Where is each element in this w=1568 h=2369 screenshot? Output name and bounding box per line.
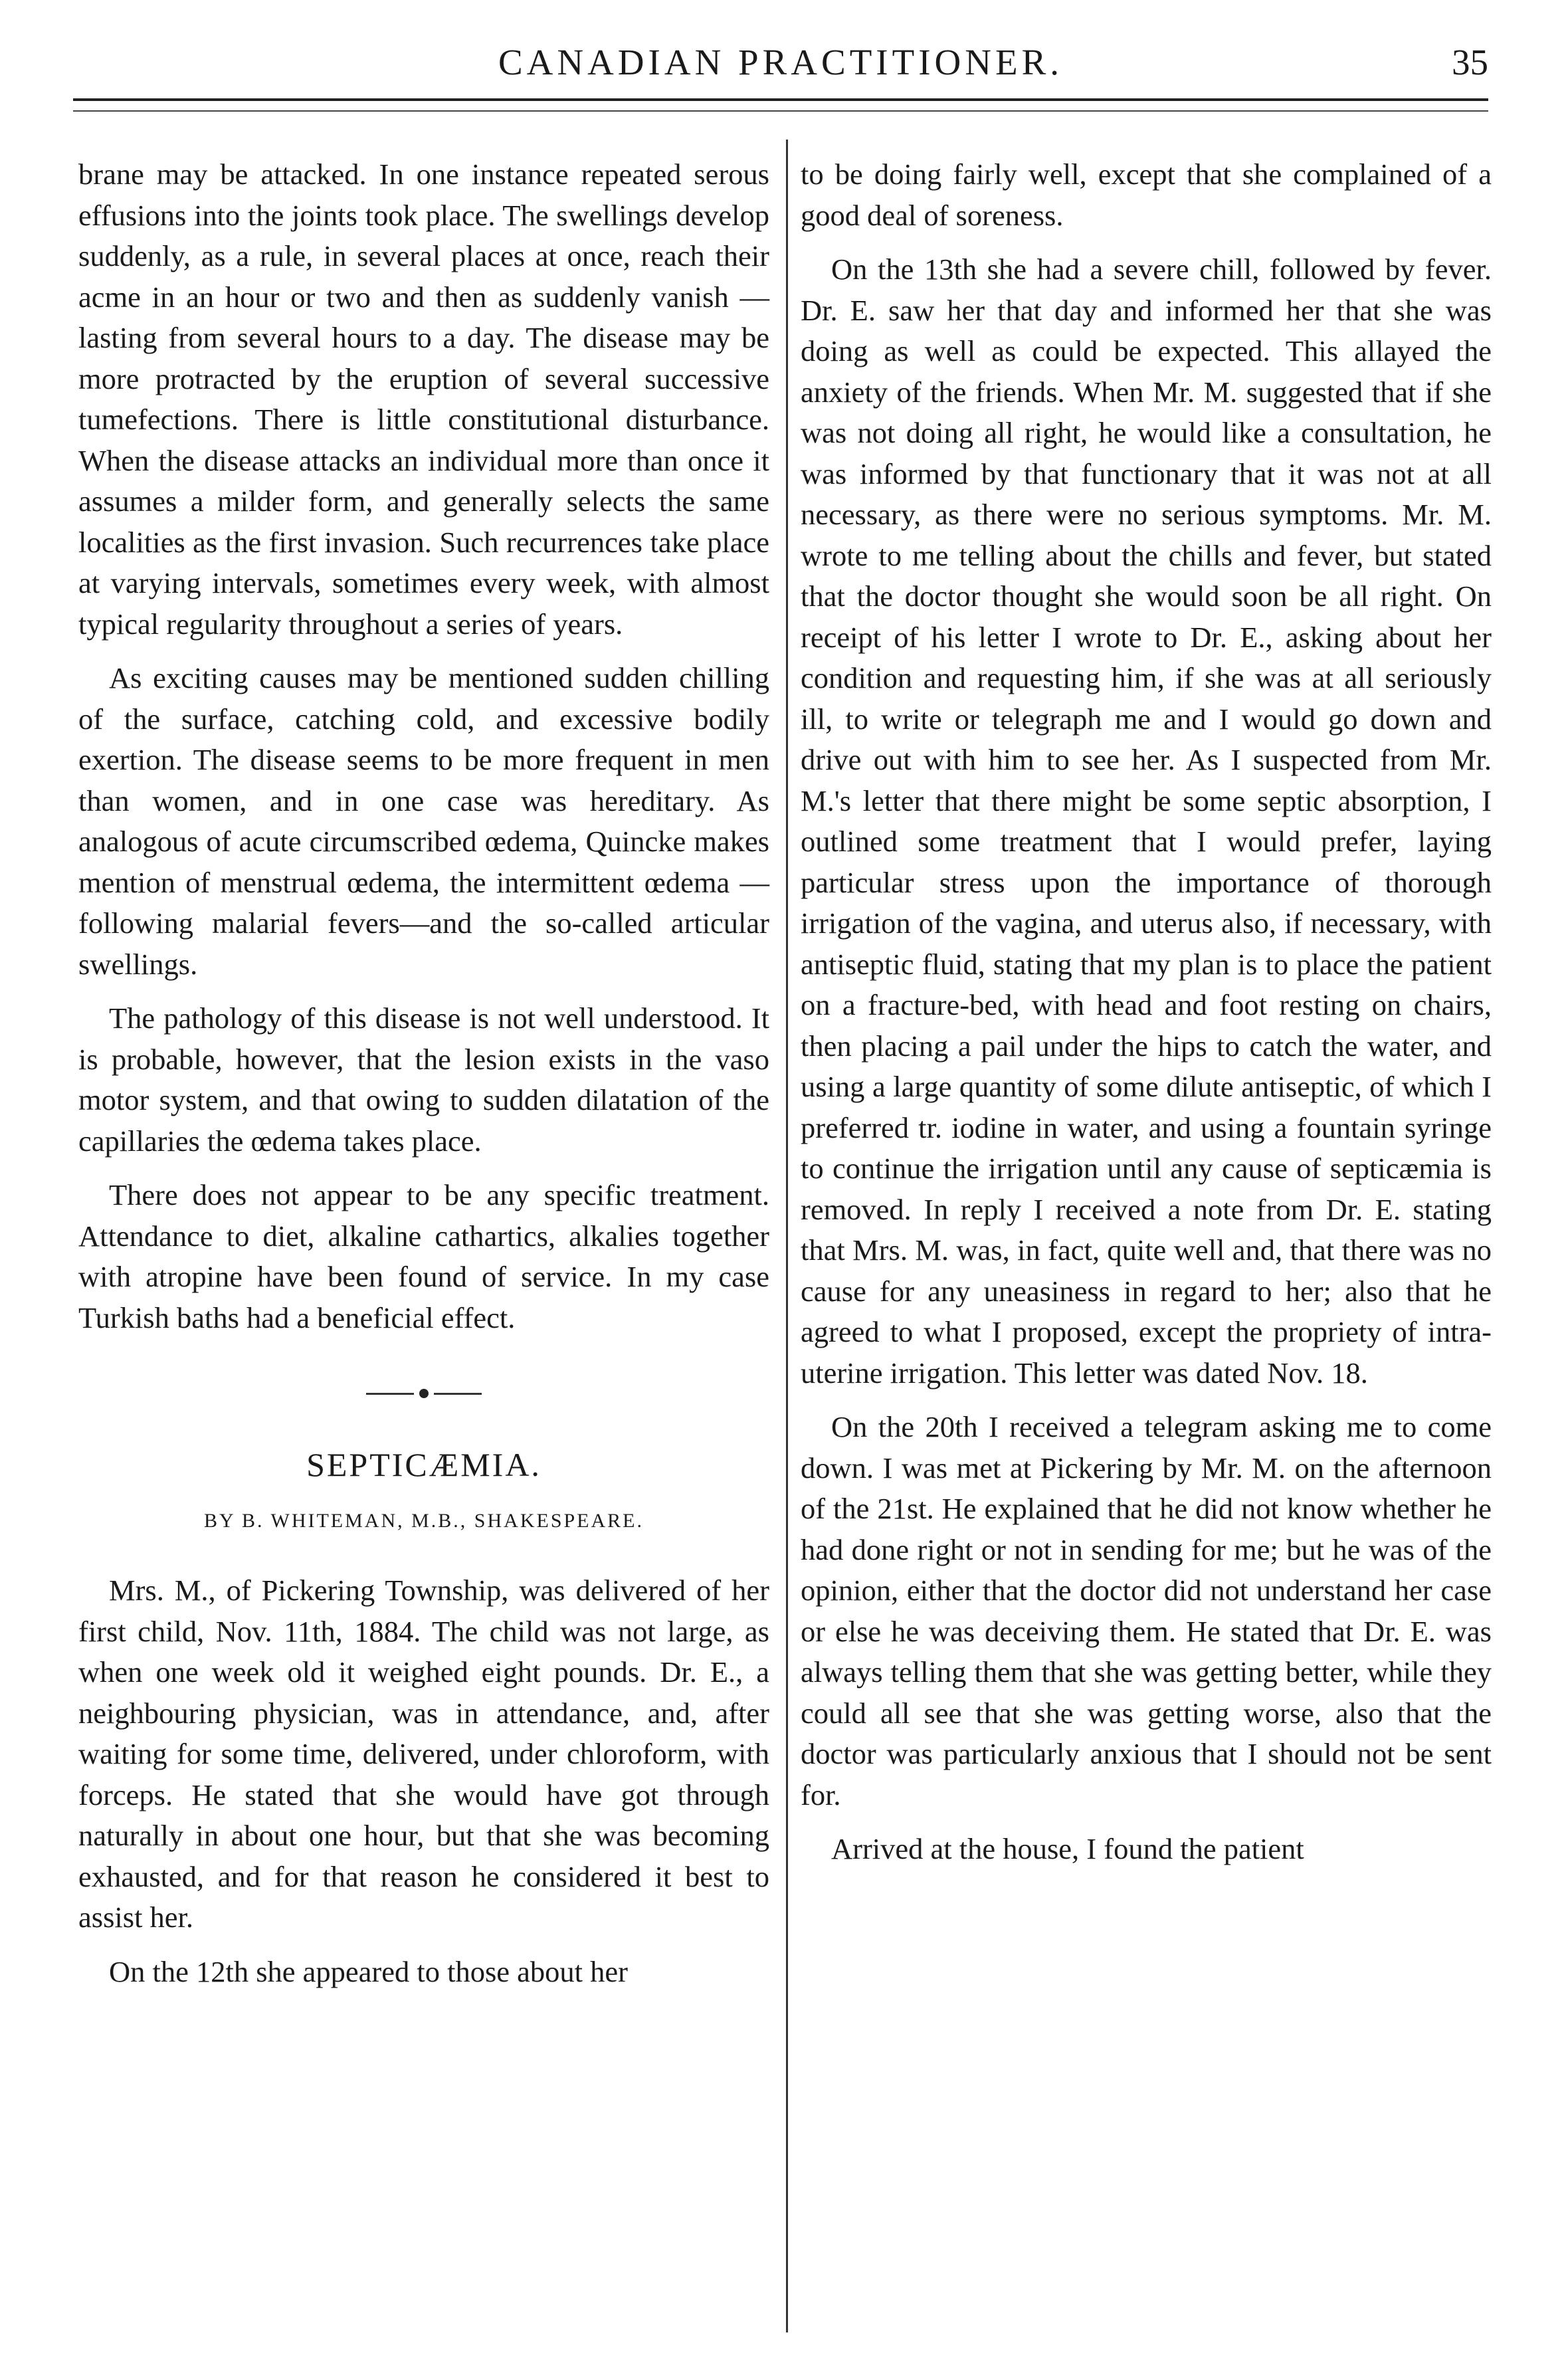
column-divider [786,140,788,2332]
left-column [78,154,769,2006]
paragraph: On the 13th she had a severe chill, followed by fever. Dr. E. saw her that day and informed her that she was doing as well as could be expected. This allayed the anxiety of the friends. When Mr. M. suggested that if she was not doing all right, he would like a consultation, he was informed by that functionary that it was not at all necessary, as there were no serious symptoms. Mr. M. wrote to me telling about the chills and fever, but stated that the doctor thought she would soon be all right. On receipt of his letter I wrote to Dr. E., asking about her condition and requesting him, if she was at all seriously ill, to write or telegraph me and I would go down and drive out with him to see her. As I suspected from Mr. M.'s letter that there might be some septic absorption, I outlined some treatment that I would prefer, laying particular stress upon the importance of thorough irrigation of the vagina, and uterus also, if necessary, with antiseptic fluid, stating that my plan is to place the patient on a fracture-bed, with head and foot resting on chairs, then placing a pail under the hips to catch the water, and using a large quantity of some dilute antiseptic, of which I preferred tr. iodine in water, and using a fountain syringe to continue the irrigation until any cause of septicæmia is removed. In reply I received a note from Dr. E. stating that Mrs. M. was, in fact, quite well and, that there was no cause for any uneasiness in regard to her; also that he agreed to what I proposed, except the propriety of intra-uterine irrigation. This letter was dated Nov. 18. [801,253,1492,1390]
paragraph: Mrs. M., of Pickering Township, was delivered of her first child, Nov. 11th, 1884. The child was not large, as when one week old it weighed eight pounds. Dr. E., a neighbouring physician, was in attendance, and, after waiting for some time, delivered, under chloroform, with forceps. He stated that she would have got through naturally in about one hour, but that she was becoming exhausted, and for that reason he considered it best to assist her. [78,1574,769,1934]
ornament-dot [419,1389,429,1398]
paragraph: to be doing fairly well, except that she complained of a good deal of soreness. [801,157,1492,232]
paragraph: There does not appear to be any specific treatment. Attendance to diet, alkaline cathartics, alkalies together with atropine have been found of service. In my case Turkish baths had a beneficial effect. [78,1178,769,1334]
section-divider-ornament [78,1364,769,1423]
paragraph: On the 20th I received a telegram asking me to come down. I was met at Pickering by Mr. M. on the afternoon of the 21st. He explained that he did not know whether he had done right or not in sending for me; but he was of the opinion, either that the doctor did not understand her case or else he was deceiving them. He stated that Dr. E. was always telling them that she was getting better, while they could all see that she was getting worse, also that the doctor was particularly anxious that I should not be sent for. [801,1410,1492,1811]
ornament-line [434,1393,482,1395]
page-number: 35 [1452,42,1488,82]
author-byline: BY B. WHITEMAN, M.B., SHAKESPEARE. [203,1509,644,1532]
journal-title: CANADIAN PRACTITIONER. [498,42,1064,82]
header-rule [73,98,1488,101]
paragraph: As exciting causes may be mentioned sudden chilling of the surface, catching cold, and excessive bodily exertion. The disease seems to be more frequent in men than women, and in one case was hereditary. As analogous of acute circumscribed œdema, Quincke makes mention of menstrual œdema, the intermittent œdema —following malarial fevers—and the so-called articular swellings. [78,661,769,981]
paragraph: On the 12th she appeared to those about her [109,1954,628,1988]
running-head [73,35,1488,96]
paragraph: brane may be attacked. In one instance repeated serous effusions into the joints took place. The swellings develop suddenly, as a rule, in several places at once, reach their acme in an hour or two and then as suddenly vanish —lasting from several hours to a day. The disease may be more protracted by the eruption of several successive tumefections. There is little constitutional disturbance. When the disease attacks an individual more than once it assumes a milder form, and generally selects the same localities as the first invasion. Such recurrences take place at varying intervals, sometimes every week, with almost typical regularity throughout a series of years. [78,157,769,641]
ornament-line [366,1393,414,1395]
section-title: SEPTICÆMIA. [306,1446,541,1483]
paragraph: Arrived at the house, I found the patient [831,1832,1304,1865]
paragraph: The pathology of this disease is not well understood. It is probable, however, that the lesion exists in the vaso motor system, and that owing to sudden dilatation of the capillaries the œdema takes place. [78,1001,769,1158]
header-rule-thin [73,110,1488,112]
right-column [801,154,1492,1883]
